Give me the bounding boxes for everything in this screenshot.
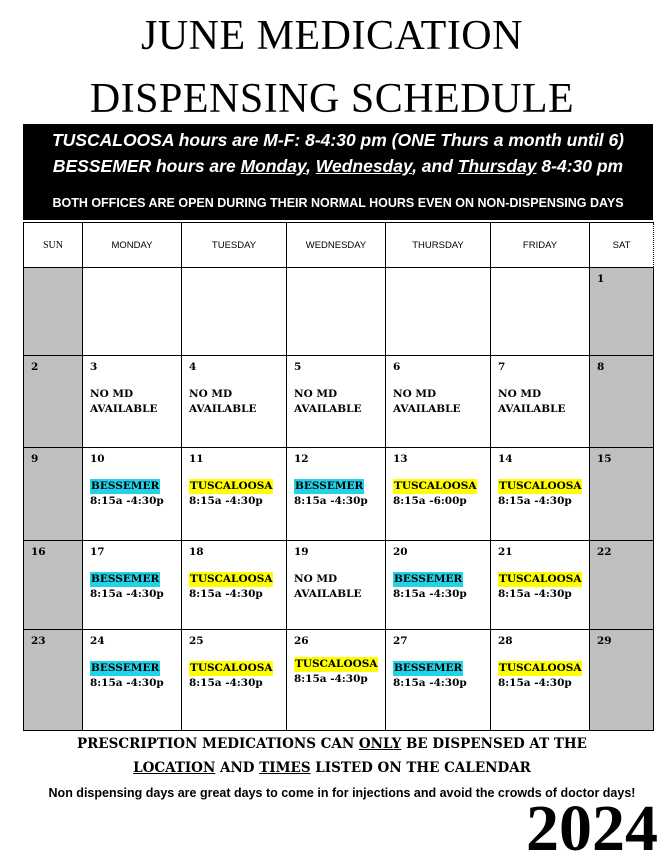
day-header-sat: SAT [590,223,654,268]
location-badge: TUSCALOOSA [190,480,273,492]
location-badge: TUSCALOOSA [499,573,582,585]
hours-label: 8:15a -6:00p [393,495,467,507]
hours-label: 8:15a -4:30p [294,495,368,507]
calendar-day-cell [491,630,590,731]
location-badge: TUSCALOOSA [190,573,273,585]
tuscaloosa-hours: TUSCALOOSA hours are M-F: 8-4:30 pm (ONE Thurs a month until 6) [51,130,625,150]
available-label: AVAILABLE [294,403,362,415]
hours-label: 8:15a -4:30p [189,588,263,600]
hours-label: 8:15a -4:30p [498,588,572,600]
calendar-week [24,541,654,630]
day-number: 2 [31,361,39,373]
available-label: AVAILABLE [90,403,158,415]
day-number: 28 [498,635,513,647]
calendar-week [24,356,654,448]
calendar-week [24,630,654,731]
calendar-day-cell [182,268,287,356]
thursday-label: Thursday [457,156,537,176]
location-badge: TUSCALOOSA [295,658,378,670]
calendar-day-cell [83,448,182,541]
calendar-day-cell [287,356,386,448]
calendar-day-cell [83,541,182,630]
day-number: 26 [294,635,309,647]
calendar-day-cell [24,356,83,448]
calendar-day-cell [287,541,386,630]
calendar-day-cell [386,630,491,731]
calendar-day-cell [491,448,590,541]
calendar-day-cell [491,268,590,356]
day-number: 15 [597,453,612,465]
calendar-day-cell [287,448,386,541]
calendar-day-cell [386,448,491,541]
calendar-day-cell [491,356,590,448]
hours-label: 8:15a -4:30p [393,588,467,600]
bessemer-hours: BESSEMER hours are Monday, Wednesday, and Thursday 8-4:30 pm [52,156,624,176]
day-number: 7 [498,361,506,373]
day-number: 29 [597,635,612,647]
monday-label: Monday [240,156,307,176]
offices-open-note: BOTH OFFICES ARE OPEN DURING THEIR NORMAL HOURS EVEN ON NON-DISPENSING DAYS [52,196,624,210]
day-number: 24 [90,635,105,647]
calendar-day-cell [182,356,287,448]
calendar-day-cell [386,268,491,356]
day-header-sun: SUN [24,223,83,268]
location-badge: BESSEMER [394,573,463,585]
day-number: 4 [189,361,197,373]
calendar-day-cell [491,541,590,630]
day-number: 12 [294,453,309,465]
dispensing-rule: PRESCRIPTION MEDICATIONS CAN ONLY BE DISPENSED AT THE LOCATION AND TIMES LISTED ON THE CALENDAR [77,736,587,776]
day-number: 25 [189,635,204,647]
day-number: 22 [597,546,612,558]
no-md-label: NO MD [294,388,338,400]
non-dispensing-note: Non dispensing days are great days to come in for injections and avoid the crowds of doctor days! [48,786,636,800]
hours-label: 8:15a -4:30p [393,677,467,689]
calendar-day-cell [590,448,654,541]
calendar-day-cell [287,268,386,356]
day-header-monday: MONDAY [83,223,182,268]
no-md-label: NO MD [294,573,338,585]
day-number: 10 [90,453,105,465]
calendar-day-cell [182,630,287,731]
calendar-day-cell [590,268,654,356]
calendar-week [24,268,654,356]
available-label: AVAILABLE [498,403,566,415]
calendar-day-cell [386,356,491,448]
day-header-friday: FRIDAY [491,223,590,268]
day-number: 3 [90,361,98,373]
calendar-day-cell [287,630,386,731]
day-number: 18 [189,546,204,558]
year-label: 2024 [526,792,658,865]
available-label: AVAILABLE [393,403,461,415]
page-title-line2: DISPENSING SCHEDULE [89,76,575,122]
location-badge: BESSEMER [91,662,160,674]
no-md-label: NO MD [498,388,542,400]
hours-label: 8:15a -4:30p [498,677,572,689]
hours-label: 8:15a -4:30p [90,495,164,507]
page-title-line1: JUNE MEDICATION [141,13,523,59]
location-badge: BESSEMER [295,480,364,492]
location-badge: TUSCALOOSA [499,662,582,674]
day-number: 21 [498,546,513,558]
day-number: 14 [498,453,513,465]
day-number: 1 [597,273,605,285]
location-badge: TUSCALOOSA [190,662,273,674]
day-number: 19 [294,546,309,558]
hours-label: 8:15a -4:30p [90,588,164,600]
available-label: AVAILABLE [189,403,257,415]
available-label: AVAILABLE [294,588,362,600]
day-header-thursday: THURSDAY [386,223,491,268]
no-md-label: NO MD [393,388,437,400]
calendar-day-cell [24,448,83,541]
calendar-day-cell [182,541,287,630]
no-md-label: NO MD [189,388,233,400]
calendar-day-cell [83,356,182,448]
location-badge: BESSEMER [91,573,160,585]
calendar-grid [23,222,654,731]
day-number: 17 [90,546,105,558]
hours-label: 8:15a -4:30p [294,673,368,685]
calendar-week [24,448,654,541]
hours-label: 8:15a -4:30p [189,495,263,507]
day-header-wednesday: WEDNESDAY [287,223,386,268]
hours-label: 8:15a -4:30p [498,495,572,507]
day-header-tuesday: TUESDAY [182,223,287,268]
day-number: 6 [393,361,401,373]
day-number: 5 [294,361,302,373]
calendar-day-cell [24,268,83,356]
calendar-day-cell [590,630,654,731]
location-badge: TUSCALOOSA [394,480,477,492]
calendar-day-cell [24,541,83,630]
calendar-day-cell [83,630,182,731]
no-md-label: NO MD [90,388,134,400]
calendar-day-cell [386,541,491,630]
location-badge: BESSEMER [394,662,463,674]
day-number: 11 [189,453,204,465]
hours-label: 8:15a -4:30p [189,677,263,689]
day-number: 20 [393,546,408,558]
calendar-day-cell [182,448,287,541]
calendar-day-cell [83,268,182,356]
location-badge: BESSEMER [91,480,160,492]
day-number: 13 [393,453,408,465]
day-number: 9 [31,453,39,465]
hours-label: 8:15a -4:30p [90,677,164,689]
hours-banner [23,124,653,220]
day-number: 8 [597,361,605,373]
calendar-day-cell [590,356,654,448]
calendar-day-cell [590,541,654,630]
calendar-day-cell [24,630,83,731]
wednesday-label: Wednesday [315,156,413,176]
day-number: 27 [393,635,408,647]
day-number: 16 [31,546,46,558]
day-number: 23 [31,635,46,647]
location-badge: TUSCALOOSA [499,480,582,492]
